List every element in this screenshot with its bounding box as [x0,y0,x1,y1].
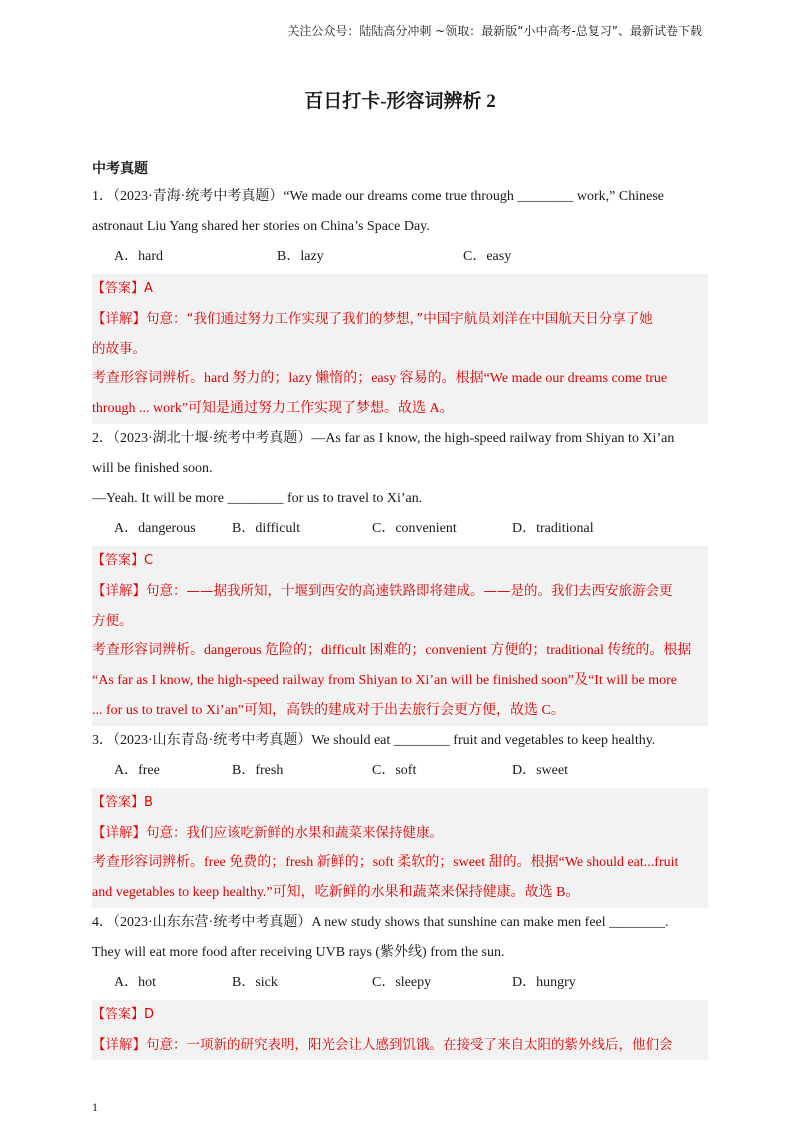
answer-label: 【答案】A [92,281,153,296]
explanation-line: 的故事。 [92,341,146,357]
answer-box [92,788,708,908]
answer-label: 【答案】B [92,795,153,810]
question-stem: 4．（2023·山东东营·统考中考真题）A new study shows that sunshine can make men feel ________. [92,915,669,930]
page-number: 1 [92,1100,98,1114]
option-c: C．easy [463,249,512,264]
section-heading: 中考真题 [92,161,148,177]
question-stem: will be finished soon. [92,461,213,476]
answer-label: 【答案】D [92,1007,155,1022]
options-row [92,968,708,998]
options-row [92,756,708,786]
answer-label: 【答案】C [92,553,154,568]
option-b: B．difficult [232,521,301,536]
option-a: A．dangerous [114,521,196,536]
option-d: D．hungry [512,975,576,990]
explanation-line: 方便。 [92,613,133,629]
question-1 [92,182,708,424]
options-row [92,514,708,544]
option-d: D．traditional [512,521,594,536]
question-2 [92,424,708,726]
explanation-line: 【详解】句意：——据我所知，十堰到西安的高速铁路即将建成。——是的。我们去西安旅游会更 [92,583,673,599]
question-stem: 1．（2023·青海·统考中考真题）“We made our dreams come true through ________ work,” Chinese [92,189,664,204]
question-4 [92,908,708,1060]
question-stem: astronaut Liu Yang shared her stories on China’s Space Day. [92,219,430,234]
explanation-line: 考查形容词辨析。free 免费的；fresh 新鲜的；soft 柔软的；sweet 甜的。根据“We should eat...fruit [92,855,679,870]
header-note: 关注公众号：陆陆高分冲刺 ~领取：最新版“小中高考-总复习”、最新试卷下载 [287,24,702,38]
option-b: B．lazy [277,249,324,264]
explanation-line: “As far as I know, the high-speed railway from Shiyan to Xi’an will be finished soon”及“It will be more [92,673,677,688]
question-3 [92,726,708,908]
answer-box [92,1000,708,1060]
page-title: 百日打卡-形容词辨析 2 [304,91,496,112]
question-stem: 3．（2023·山东青岛·统考中考真题）We should eat ________ fruit and vegetables to keep healthy. [92,733,656,748]
option-c: C．sleepy [372,975,432,990]
option-b: B．sick [232,975,278,990]
answer-box [92,546,708,726]
question-stem: They will eat more food after receiving UVB rays (紫外线) from the sun. [92,945,505,960]
explanation-line: 【详解】句意：我们应该吃新鲜的水果和蔬菜来保持健康。 [92,825,443,841]
option-d: D．sweet [512,763,568,778]
question-stem: 2．（2023·湖北十堰·统考中考真题）—As far as I know, the high-speed railway from Shiyan to Xi’an [92,431,675,446]
explanation-line: through ... work”可知是通过努力工作实现了梦想。故选 A。 [92,401,454,416]
answer-box [92,274,708,424]
option-c: C．soft [372,763,417,778]
explanation-line: 考查形容词辨析。hard 努力的；lazy 懒惰的；easy 容易的。根据“We made our dreams come true [92,371,668,386]
option-b: B．fresh [232,763,284,778]
explanation-line: and vegetables to keep healthy.”可知，吃新鲜的水果和蔬菜来保持健康。故选 B。 [92,885,580,900]
option-c: C．convenient [372,521,457,536]
option-a: A．free [114,763,160,778]
explanation-line: ... for us to travel to Xi’an”可知，高铁的建成对于出去旅行会更方便，故选 C。 [92,703,565,718]
document-body [92,158,708,1060]
option-a: A．hot [114,975,156,990]
explanation-line: 【详解】句意：一项新的研究表明，阳光会让人感到饥饿。在接受了来自太阳的紫外线后，他们会 [92,1037,673,1053]
explanation-line: 考查形容词辨析。dangerous 危险的；difficult 困难的；convenient 方便的；traditional 传统的。根据 [92,643,692,658]
question-stem: —Yeah. It will be more ________ for us to travel to Xi’an. [92,491,423,506]
explanation-line: 【详解】句意：“我们通过努力工作实现了我们的梦想，”中国宇航员刘洋在中国航天日分享了她 [92,311,653,327]
option-a: A．hard [114,249,163,264]
options-row [92,242,708,272]
